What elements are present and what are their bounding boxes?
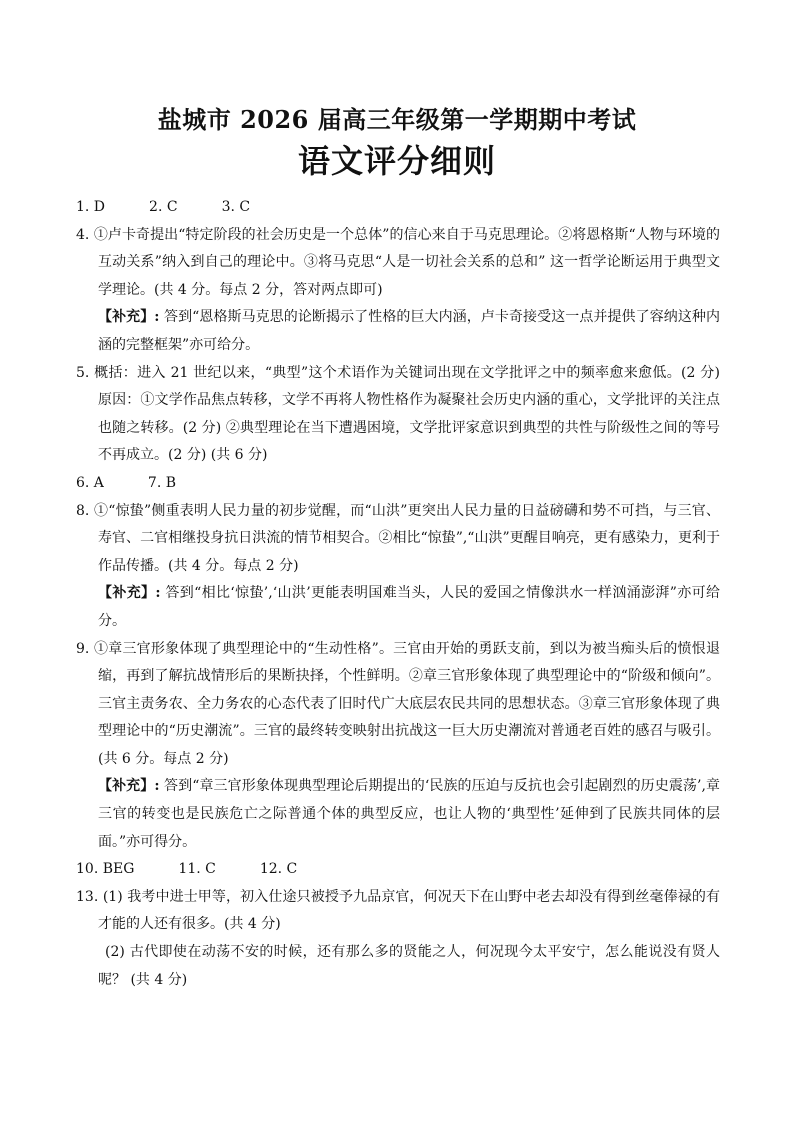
answer-4: 4. ①卢卡奇提出“特定阶段的社会历史是一个总体”的信心来自于马克思理论。②将恩格斯“人物与环境的互动关系”纳入到自己的理论中。③将马克思“人是一切社会关系的总和” 这一哲学论断运用于典型文学理论。(共 4 分。每点 2 分，答对两点即可): [76, 226, 720, 298]
answer-list: [76, 194, 720, 994]
answer-6: 6. A: [76, 474, 104, 491]
answer-4-supplement: [76, 304, 720, 359]
answer-12: 12. C: [259, 861, 298, 878]
supplement-label: 【补充】:: [98, 778, 160, 795]
answer-9-supplement: [76, 773, 720, 856]
supplement-label: 【补充】:: [98, 309, 160, 326]
supplement-label: 【补充】:: [98, 585, 161, 602]
answer-13-part-1: 13. (1) 我考中进士甲等，初入仕途只被授予九品京官，何况天下在山野中老去却没有得到丝毫俸禄的有才能的人还有很多。(共 4 分): [76, 888, 720, 933]
supplement-text: 答到“恩格斯马克思的论断揭示了性格的巨大内涵，卢卡奇接受这一点并提供了容纳这种内涵的完整框架”亦可给分。: [98, 309, 720, 353]
answers-row-6-7: [76, 470, 720, 498]
exam-subtitle: 语文评分细则: [297, 142, 496, 180]
answer-2: 2. C: [149, 199, 178, 215]
answers-row-1-3: [76, 194, 720, 222]
answer-7: 7. B: [147, 474, 177, 491]
exam-title: 盐城市 2026 届高三年级第一学期期中考试: [157, 105, 637, 134]
supplement-text: 答到“章三官形象体现典型理论后期提出的‘民族的压迫与反抗也会引起剧烈的历史震荡’,章三官的转变也是民族危亡之际普通个体的典型反应，也让人物的‘典型性’延伸到了民族共同体的层面。”亦可得分。: [98, 778, 720, 850]
answer-13-part-2: (2) 古代即使在动荡不安的时候，还有那么多的贤能之人，何况现今太平安宁，怎么能说没有贤人呢？ (共 4 分): [98, 944, 720, 988]
answer-10: 10. BEG: [76, 861, 135, 878]
answers-row-10-12: [76, 856, 720, 884]
answer-8-supplement: [76, 580, 720, 635]
answer-8: 8. ①“惊蛰”侧重表明人民力量的初步觉醒，而“山洪”更突出人民力量的日益磅礴和势不可挡，与三官、寿官、二官相继投身抗日洪流的情节相契合。②相比“惊蛰”,“山洪”更醒目响亮，更有感染力，更利于作品传播。(共 4 分。每点 2 分): [76, 502, 720, 574]
supplement-text: 答到“相比‘惊蛰’,‘山洪’更能表明国难当头，人民的爱国之情像洪水一样汹涌澎湃”亦可给分。: [98, 585, 720, 629]
answer-9: 9. ①章三官形象体现了典型理论中的“生动性格”。三官由开始的勇跃支前，到以为被当痴头后的愤恨退缩，再到了解抗战情形后的果断抉择，个性鲜明。②章三官形象体现了典型理论中的“阶级和倾向”。三官主责务农、全力务农的心态代表了旧时代广大底层农民共同的思想状态。③章三官形象体现了典型理论中的“历史潮流”。三官的最终转变映射出抗战这一巨大历史潮流对普通老百姓的感召与吸引。(共 6 分。每点 2 分): [76, 640, 720, 767]
answer-1: 1. D: [76, 199, 106, 215]
answer-11: 11. C: [178, 861, 216, 878]
answer-3: 3. C: [221, 199, 251, 215]
answer-5: 5. 概括：进入 21 世纪以来，“典型”这个术语作为关键词出现在文学批评之中的频率愈来愈低。(2 分) 原因：①文学作品焦点转移，文学不再将人物性格作为凝聚社会历史内涵的重心，文学批评的关注点也随之转移。(2 分) ②典型理论在当下遭遇困境，文学批评家意识到典型的共性与阶级性之间的等号不再成立。(2 分) (共 6 分): [76, 364, 720, 464]
